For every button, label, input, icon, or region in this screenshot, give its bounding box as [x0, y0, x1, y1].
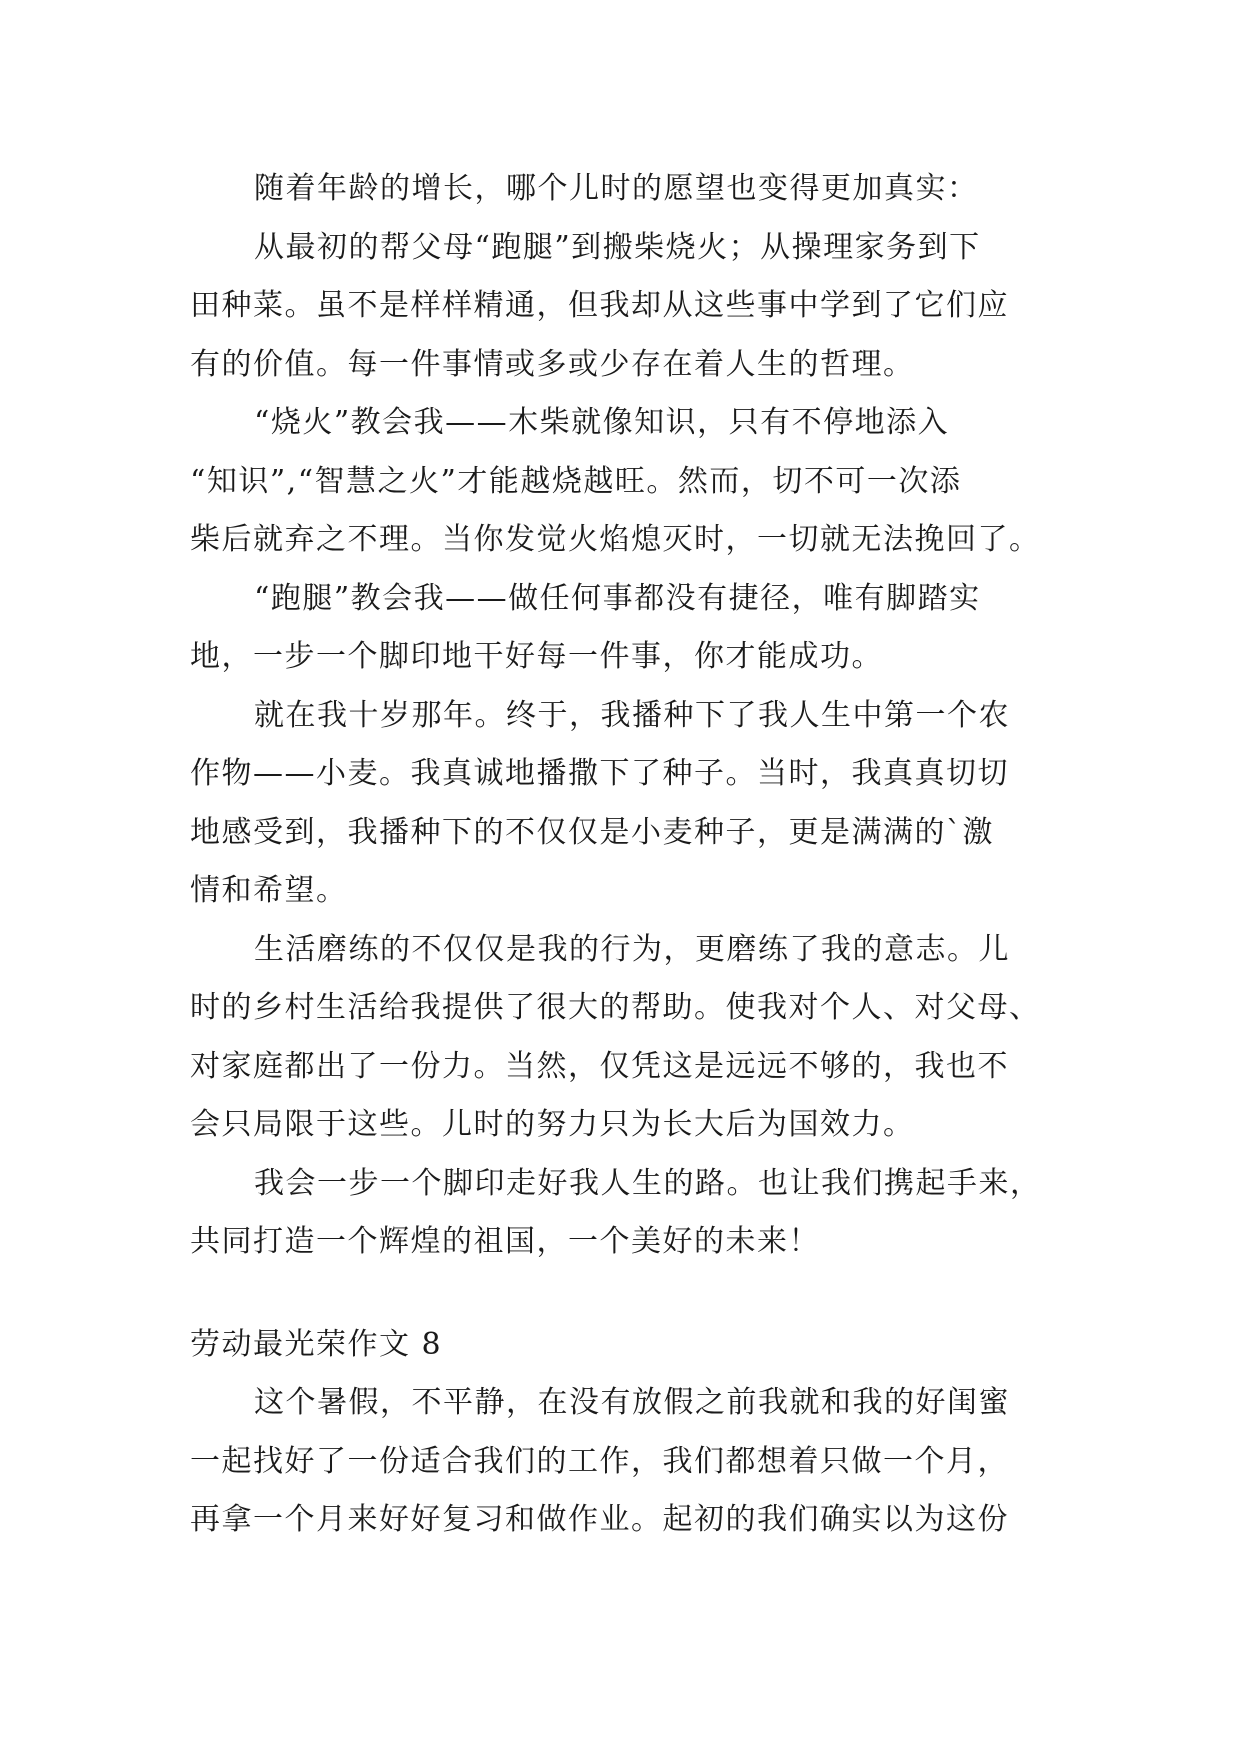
text-line: 地感受到，我播种下的不仅仅是小麦种子，更是满满的`激 — [190, 814, 994, 850]
text-line: 我会一步一个脚印走好我人生的路。也让我们携起手来， — [254, 1165, 1042, 1201]
text-line: 会只局限于这些。儿时的努力只为长大后为国效力。 — [190, 1107, 915, 1142]
text-line: 再拿一个月来好好复习和做作业。起初的我们确实以为这份 — [190, 1502, 1009, 1537]
text-line: 这个暑假，不平静，在没有放假之前我就和我的好闺蜜 — [254, 1385, 1010, 1420]
text-line: 柴后就弃之不理。当你发觉火焰熄灭时，一切就无法挽回了。 — [190, 522, 1041, 557]
text-line: 有的价值。每一件事情或多或少存在着人生的哲理。 — [190, 346, 915, 382]
text-line: 作物——小麦。我真诚地播撒下了种子。当时，我真真切切 — [190, 756, 1009, 791]
text-line: 就在我十岁那年。终于，我播种下了我人生中第一个农 — [254, 697, 1010, 733]
text-line: 随着年龄的增长，哪个儿时的愿望也变得更加真实： — [254, 171, 979, 206]
text-line: 一起找好了一份适合我们的工作，我们都想着只做一个月， — [190, 1443, 1009, 1479]
essay-heading: 劳动最光荣作文 8 — [190, 1326, 443, 1362]
text-line: “知识”,“智慧之火”才能越烧越旺。然而，切不可一次添 — [190, 463, 962, 499]
text-line: “跑腿”教会我——做任何事都没有捷径，唯有脚踏实 — [254, 580, 981, 616]
text-line: 情和希望。 — [190, 873, 348, 908]
document-body — [190, 160, 1060, 1550]
text-line: 时的乡村生活给我提供了很大的帮助。使我对个人、对父母、 — [190, 990, 1041, 1025]
text-line: 田种菜。虽不是样样精通，但我却从这些事中学到了它们应 — [190, 288, 1009, 323]
essay-8-body — [190, 1374, 1060, 1550]
text-line: “烧火”教会我——木柴就像知识，只有不停地添入 — [254, 405, 950, 440]
text-line: 对家庭都出了一份力。当然，仅凭这是远远不够的，我也不 — [190, 1048, 1009, 1084]
text-line: 生活磨练的不仅仅是我的行为，更磨练了我的意志。儿 — [254, 931, 1010, 967]
essay-continuation — [190, 160, 1060, 1272]
text-line: 共同打造一个辉煌的祖国，一个美好的未来！ — [190, 1224, 820, 1259]
text-line: 地，一步一个脚印地干好每一件事，你才能成功。 — [190, 639, 883, 674]
text-line: 从最初的帮父母“跑腿”到搬柴烧火；从操理家务到下 — [254, 229, 981, 265]
